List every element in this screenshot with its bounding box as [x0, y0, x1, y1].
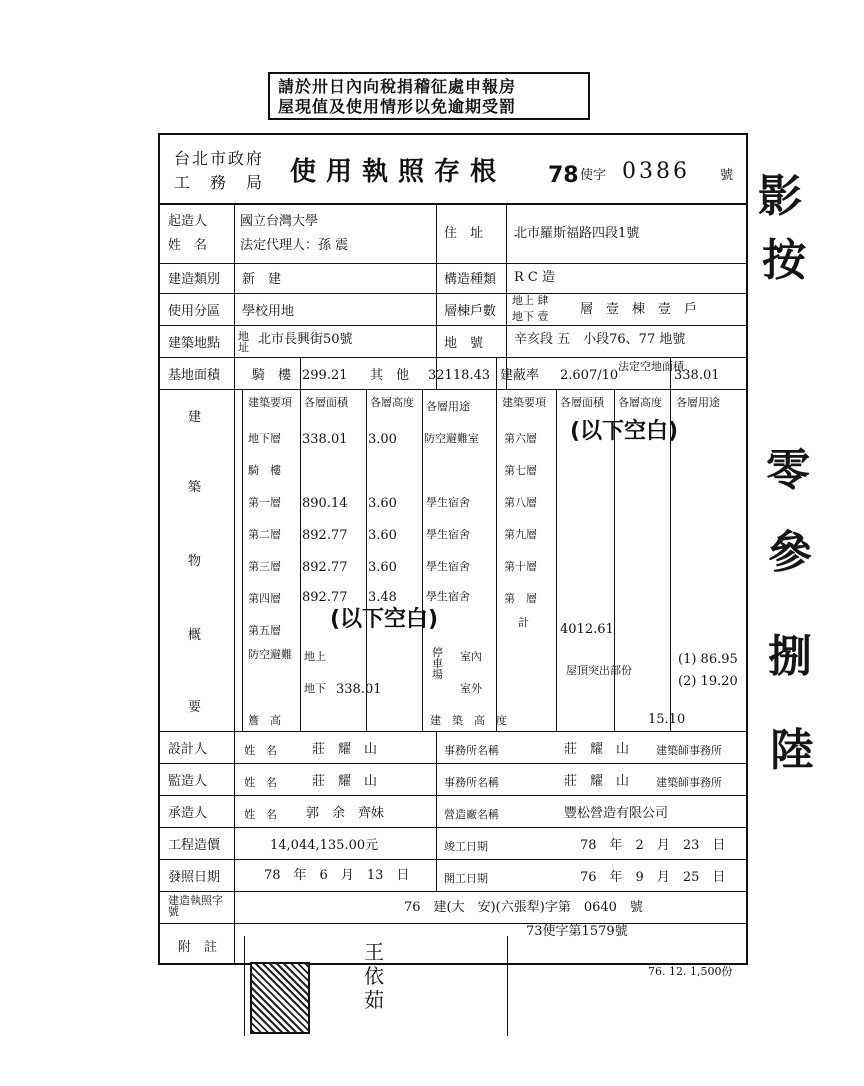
floor-name-right: 第 層: [504, 592, 537, 605]
open-space-value: 338.01: [674, 368, 720, 383]
col-height-header: 各層高度: [370, 396, 414, 409]
shelter-below-label: 地下: [304, 682, 326, 695]
divider: [300, 357, 301, 731]
start-date-label: 開工日期: [444, 872, 488, 885]
cost-value: 14,044,135.00元: [270, 838, 379, 853]
floor-name-right: 第六層: [504, 432, 537, 445]
floor-name: 騎 樓: [248, 464, 281, 477]
location-label: 建築地點: [168, 336, 221, 351]
notes-label: 附 註: [178, 940, 218, 955]
floor-name-right: 第十層: [504, 560, 537, 573]
other-label: 其 他: [370, 368, 410, 383]
divider: [160, 923, 746, 924]
margin-char: 零: [766, 445, 810, 496]
margin-char: 影: [758, 171, 802, 222]
handwritten-signature: 王依茹: [364, 940, 384, 1012]
designer-name: 莊 耀 山: [312, 742, 378, 757]
tax-notice-stamp: [268, 72, 590, 120]
floor-name: 第一層: [248, 496, 281, 509]
issuer-line1: 台北市政府: [174, 149, 265, 168]
divider: [366, 389, 367, 731]
zoning-label: 使用分區: [168, 304, 221, 319]
divider: [234, 203, 235, 965]
divider: [160, 325, 746, 326]
supervisor-label: 監造人: [168, 774, 208, 789]
floor-use: 學生宿舍: [426, 590, 470, 603]
supervisor-name: 莊 耀 山: [312, 774, 378, 789]
floor-area: 338.01: [302, 432, 348, 447]
building-height: 15.10: [648, 712, 686, 727]
col-height-header-right: 各層高度: [618, 396, 662, 409]
permit-number: 0386: [622, 159, 690, 184]
roof-1: (1) 86.95: [678, 652, 738, 667]
permit-no-value: 76 建(大 安)(六張犁)字第 0640 號: [404, 900, 643, 915]
roof-2: (2) 19.20: [678, 674, 738, 689]
designer-office-suffix: 建築師事務所: [656, 744, 722, 757]
divider: [436, 731, 437, 891]
applicant-address: 北市羅斯福路四段1號: [514, 226, 640, 241]
other-area: 32118.43: [428, 368, 491, 383]
floors-above: 地上 肆: [512, 294, 549, 307]
divider: [160, 293, 746, 294]
coverage-label: 建蔽率: [500, 368, 540, 383]
total-area: 4012.61: [560, 622, 614, 637]
floor-use: 防空避難室: [424, 432, 479, 445]
floor-use: 學生宿舍: [426, 496, 470, 509]
lot-value: 辛亥段 五 小段76、77 地號: [514, 332, 686, 347]
floor-area: 890.14: [302, 496, 348, 511]
margin-char: 捌: [768, 631, 812, 682]
site-area-label: 基地面積: [168, 368, 221, 383]
divider: [160, 357, 746, 358]
floor-area: 892.77: [302, 528, 348, 543]
contractor-firm: 豐松營造有限公司: [564, 806, 669, 821]
outline-side-4: 概: [188, 628, 202, 643]
official-seal: [250, 962, 310, 1034]
supervisor-name-label: 姓 名: [244, 776, 277, 789]
divider: [436, 203, 437, 389]
designer-office-label: 事務所名稱: [444, 744, 499, 757]
contractor-name-label: 姓 名: [244, 808, 277, 821]
eave-label: 簷 高: [248, 714, 281, 727]
category-value: 新 建: [242, 272, 282, 287]
margin-char: 按: [762, 235, 806, 286]
blank-note-right: (以下空白): [570, 419, 679, 444]
open-space-label: 法定空地面積: [618, 360, 684, 373]
floors-label: 層棟戶數: [444, 304, 497, 319]
applicant-agent: 法定代理人：孫 震: [240, 238, 349, 253]
divider: [160, 263, 746, 264]
designer-office: 莊 耀 山: [564, 742, 630, 757]
divider: [160, 859, 746, 860]
total-label: 計: [518, 616, 529, 629]
location-value: 北市長興街50號: [258, 332, 353, 347]
divider: [160, 203, 746, 205]
outline-side-3: 物: [188, 554, 202, 569]
floor-name: 第五層: [248, 624, 281, 637]
divider: [670, 357, 671, 731]
floor-name: 第二層: [248, 528, 281, 541]
divider: [160, 389, 746, 390]
floor-height: 3.00: [368, 432, 397, 447]
divider: [422, 389, 423, 731]
floor-name: 第三層: [248, 560, 281, 573]
floor-name-right: 第七層: [504, 464, 537, 477]
roof-label: 屋頂突出部份: [566, 664, 632, 677]
divider: [506, 203, 507, 389]
floor-use: 學生宿舍: [426, 560, 470, 573]
divider: [160, 795, 746, 796]
divider: [160, 731, 746, 732]
completion-label: 竣工日期: [444, 840, 488, 853]
margin-char: 陸: [770, 725, 814, 776]
shelter-label: 防空避難: [248, 648, 292, 661]
category-label: 建造類別: [168, 272, 221, 287]
floor-height: 3.60: [368, 560, 397, 575]
floor-name-right: 第九層: [504, 528, 537, 541]
parking-indoor: 室內: [460, 650, 482, 663]
divider: [160, 827, 746, 828]
designer-name-label: 姓 名: [244, 744, 277, 757]
arcade-label: 騎 樓: [252, 368, 292, 383]
contractor-name: 郭 余 齊妹: [306, 806, 385, 821]
col-area-header: 各層面積: [304, 396, 348, 409]
issue-date: 78 年 6 月 13 日: [264, 868, 410, 883]
form-title: 使用執照存根: [290, 157, 507, 187]
permit-year: 78: [548, 163, 579, 188]
divider: [160, 891, 746, 892]
usage-permit-form: [158, 133, 748, 965]
structure-label: 構造種類: [444, 272, 497, 287]
floor-height: 3.48: [368, 590, 397, 605]
tax-notice-line2: 屋現值及使用情形以免逾期受罰: [278, 97, 517, 116]
outline-side-1: 建: [188, 410, 202, 425]
divider: [160, 763, 746, 764]
floors-below: 地下 壹: [512, 310, 549, 323]
parking-label: 停車場: [432, 646, 443, 681]
supervisor-office-suffix: 建築師事務所: [656, 776, 722, 789]
col-area-header-right: 各層面積: [560, 396, 604, 409]
structure-value: R C 造: [514, 270, 555, 285]
supervisor-office-label: 事務所名稱: [444, 776, 499, 789]
floor-height: 3.60: [368, 496, 397, 511]
divider: [242, 389, 243, 731]
blank-note-left: (以下空白): [330, 607, 439, 632]
address-label: 住 址: [444, 226, 484, 241]
contractor-label: 承造人: [168, 806, 208, 821]
completion-value: 78 年 2 月 23 日: [580, 838, 726, 853]
col-floor-header: 建築要項: [248, 396, 292, 409]
col-use-header-right: 各層用途: [676, 396, 720, 409]
parking-outdoor: 室外: [460, 682, 482, 695]
shelter-below-value: 338.01: [336, 682, 382, 697]
issuer-line2: 工 務 局: [174, 173, 265, 192]
outline-side-5: 要: [188, 700, 202, 715]
margin-char: 參: [768, 527, 812, 578]
issue-date-label: 發照日期: [168, 870, 221, 885]
floor-name-right: 第八層: [504, 496, 537, 509]
print-info: 76. 12. 1,500份: [648, 965, 733, 978]
permit-no-label: 建造執照字號: [168, 894, 223, 918]
lot-label: 地 號: [444, 336, 484, 351]
note-1: 73使字第1579號: [526, 924, 628, 939]
outline-side-2: 築: [188, 480, 202, 495]
shelter-above-label: 地上: [304, 650, 326, 663]
divider: [556, 389, 557, 731]
col-use-header: 各層用途: [426, 400, 470, 413]
floor-area: 892.77: [302, 560, 348, 575]
tax-notice-line1: 請於卅日內向稅捐稽征處申報房: [278, 77, 517, 96]
floor-use: 學生宿舍: [426, 528, 470, 541]
applicant-name-label: 姓 名: [168, 238, 208, 253]
applicant-label: 起造人: [168, 214, 208, 229]
floor-area: 892.77: [302, 590, 348, 605]
zoning-value: 學校用地: [242, 304, 295, 319]
divider: [496, 357, 497, 731]
contractor-firm-label: 營造廠名稱: [444, 808, 499, 821]
start-date: 76 年 9 月 25 日: [580, 870, 726, 885]
building-height-label: 建 築 高 度: [430, 714, 507, 727]
permit-char-type: 使字: [580, 168, 607, 183]
floors-rest: 層 壹 棟 壹 戶: [580, 302, 698, 317]
floor-height: 3.60: [368, 528, 397, 543]
designer-label: 設計人: [168, 742, 208, 757]
permit-suffix: 號: [720, 168, 734, 183]
supervisor-office: 莊 耀 山: [564, 774, 630, 789]
floor-name: 第四層: [248, 592, 281, 605]
col-floor-header-right: 建築要項: [502, 396, 546, 409]
applicant-name: 國立台灣大學: [240, 214, 319, 229]
coverage-value: 2.607/10: [560, 368, 619, 383]
cost-label: 工程造價: [168, 838, 221, 853]
floor-name: 地下層: [248, 432, 281, 445]
arcade-area: 299.21: [302, 368, 348, 383]
location-addr-label: 地址: [238, 330, 249, 354]
